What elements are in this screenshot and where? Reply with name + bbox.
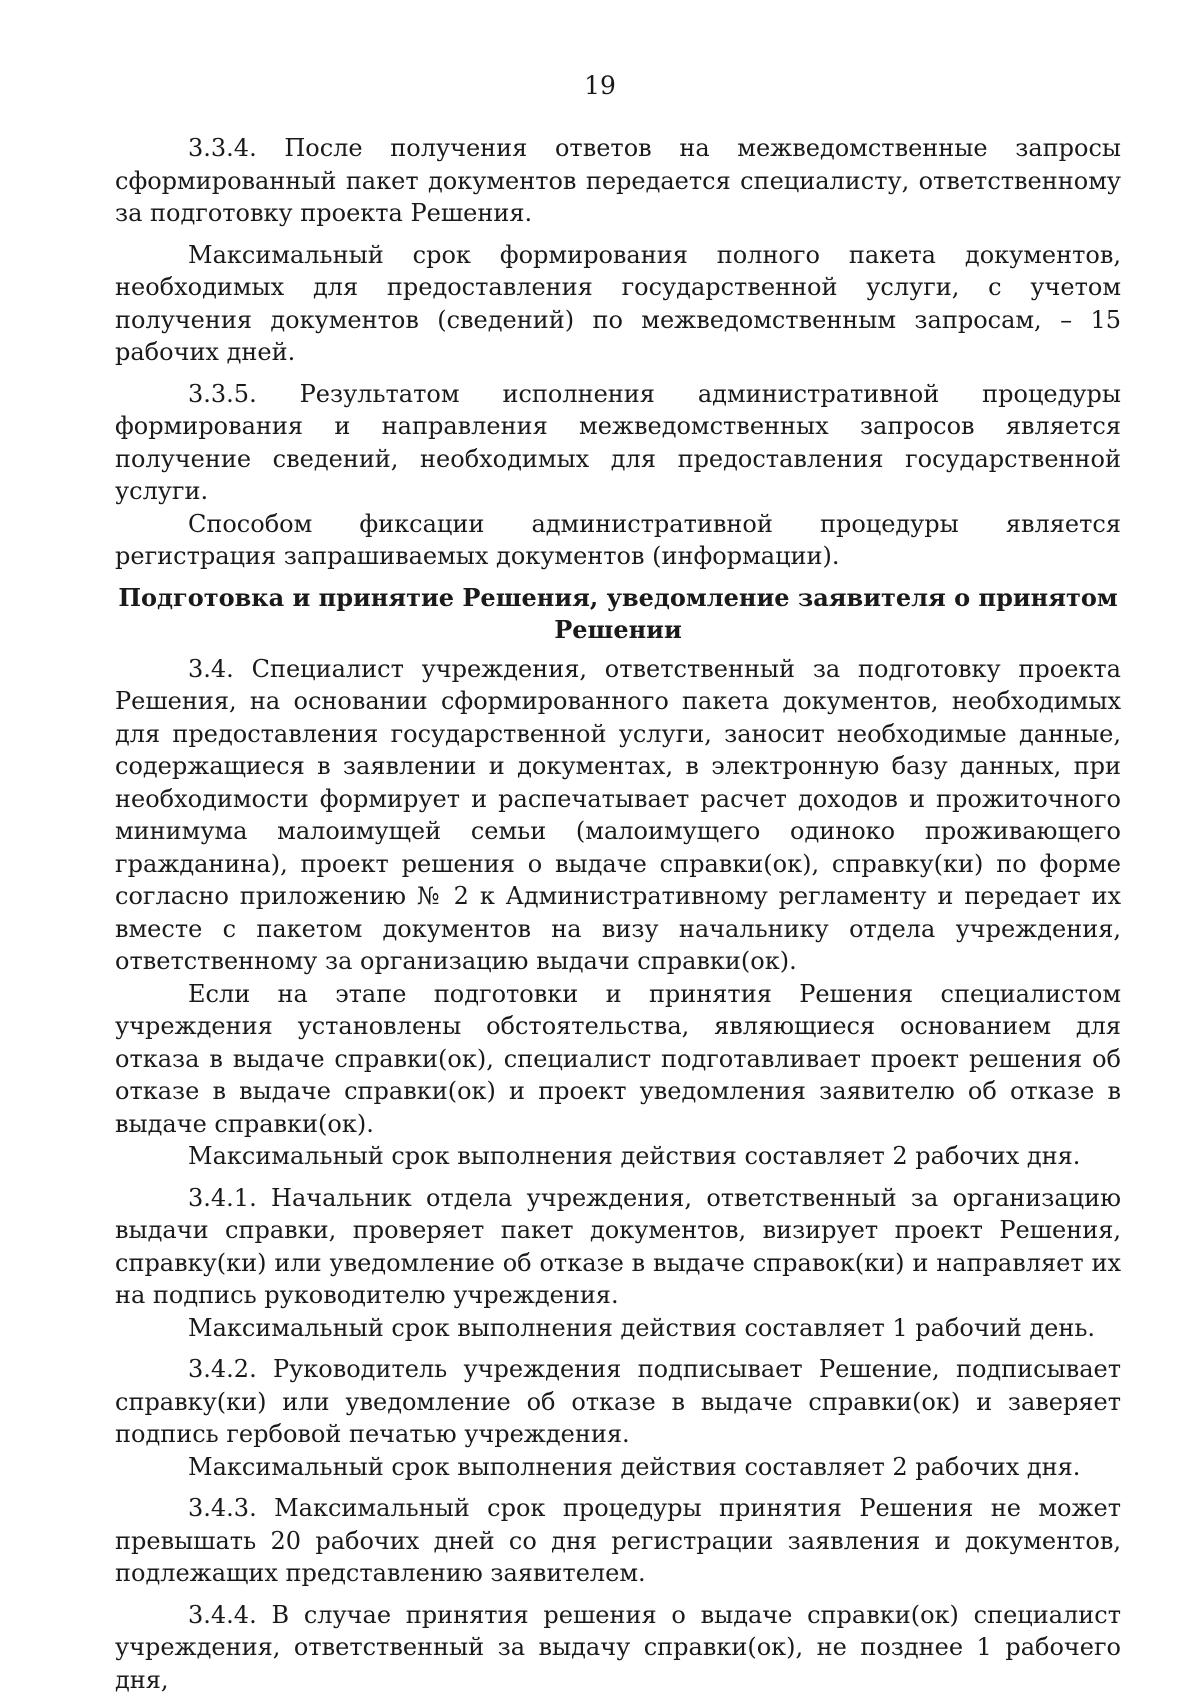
paragraph-3-4-2-deadline: Максимальный срок выполнения действия составляет 2 рабочих дня. bbox=[188, 1452, 1081, 1481]
paragraph-3-4-2: 3.4.2. Руководитель учреждения подписывает Решение, подписывает справку(ки) или уведомление об отказе в выдаче справки(ок) и заверяет подпись гербовой печатью учреждения. bbox=[115, 1355, 1121, 1448]
paragraph-3-3-5-fixation: Способом фиксации административной процедуры является регистрация запрашиваемых документов (информации). bbox=[115, 509, 1121, 570]
paragraph-3-4-refusal: Если на этапе подготовки и принятия Решения специалистом учреждения установлены обстоятельства, являющиеся основанием для отказа в выдаче справки(ок), специалист подготавливает проект решения об отказе в выдаче справки(ок) и проект уведомления заявителю об отказе в выдаче справки(ок). bbox=[115, 979, 1121, 1138]
paragraph-3-4-3: 3.4.3. Максимальный срок процедуры принятия Решения не может превышать 20 рабочих дней со дня регистрации заявления и документов, подлежащих представлению заявителем. bbox=[115, 1494, 1121, 1587]
paragraph-3-4-deadline: Максимальный срок выполнения действия составляет 2 рабочих дня. bbox=[188, 1142, 1081, 1170]
paragraph-3-3-5: 3.3.5. Результатом исполнения административной процедуры формирования и направления межведомственных запросов является получение сведений, необходимых для предоставления государственной услуги. bbox=[115, 379, 1121, 505]
paragraph-3-3-4: 3.3.4. После получения ответов на межведомственные запросы сформированный пакет документов передается специалисту, ответственному за подготовку проекта Решения. bbox=[115, 134, 1121, 227]
paragraph-3-3-4-deadline: Максимальный срок формирования полного пакета документов, необходимых для предоставления государственной услуги, с учетом получения документов (сведений) по межведомственным запросам, – 15 рабочих дней. bbox=[115, 240, 1121, 366]
paragraph-3-4-1-deadline: Максимальный срок выполнения действия составляет 1 рабочий день. bbox=[188, 1313, 1096, 1342]
paragraph-3-4-1: 3.4.1. Начальник отдела учреждения, ответственный за организацию выдачи справки, проверяет пакет документов, визирует проект Решения, справку(ки) или уведомление об отказе в выдаче справок(ки) и направляет их на подпись руководителю учреждения. bbox=[115, 1183, 1121, 1309]
section-heading: Подготовка и принятие Решения, уведомление заявителя о принятом Решении bbox=[118, 582, 1118, 644]
document-body bbox=[115, 132, 1121, 1696]
paragraph-3-4-4: 3.4.4. В случае принятия решения о выдаче справки(ок) специалист учреждения, ответственный за выдачу справки(ок), не позднее 1 рабочего дня, bbox=[115, 1600, 1121, 1694]
paragraph-3-4: 3.4. Специалист учреждения, ответственный за подготовку проекта Решения, на основании сформированного пакета документов, необходимых для предоставления государственной услуги, заносит необходимые данные, содержащиеся в заявлении и документах, в электронную базу данных, при необходимости формирует и распечатывает расчет доходов и прожиточного минимума малоимущей семьи (малоимущего одиноко проживающего гражданина), проект решения о выдаче справки(ок), справку(ки) по форме согласно приложению № 2 к Административному регламенту и передает их вместе с пакетом документов на визу начальнику отдела учреждения, ответственному за организацию выдачи справки(ок). bbox=[115, 654, 1121, 975]
page-number: 19 bbox=[584, 71, 616, 100]
